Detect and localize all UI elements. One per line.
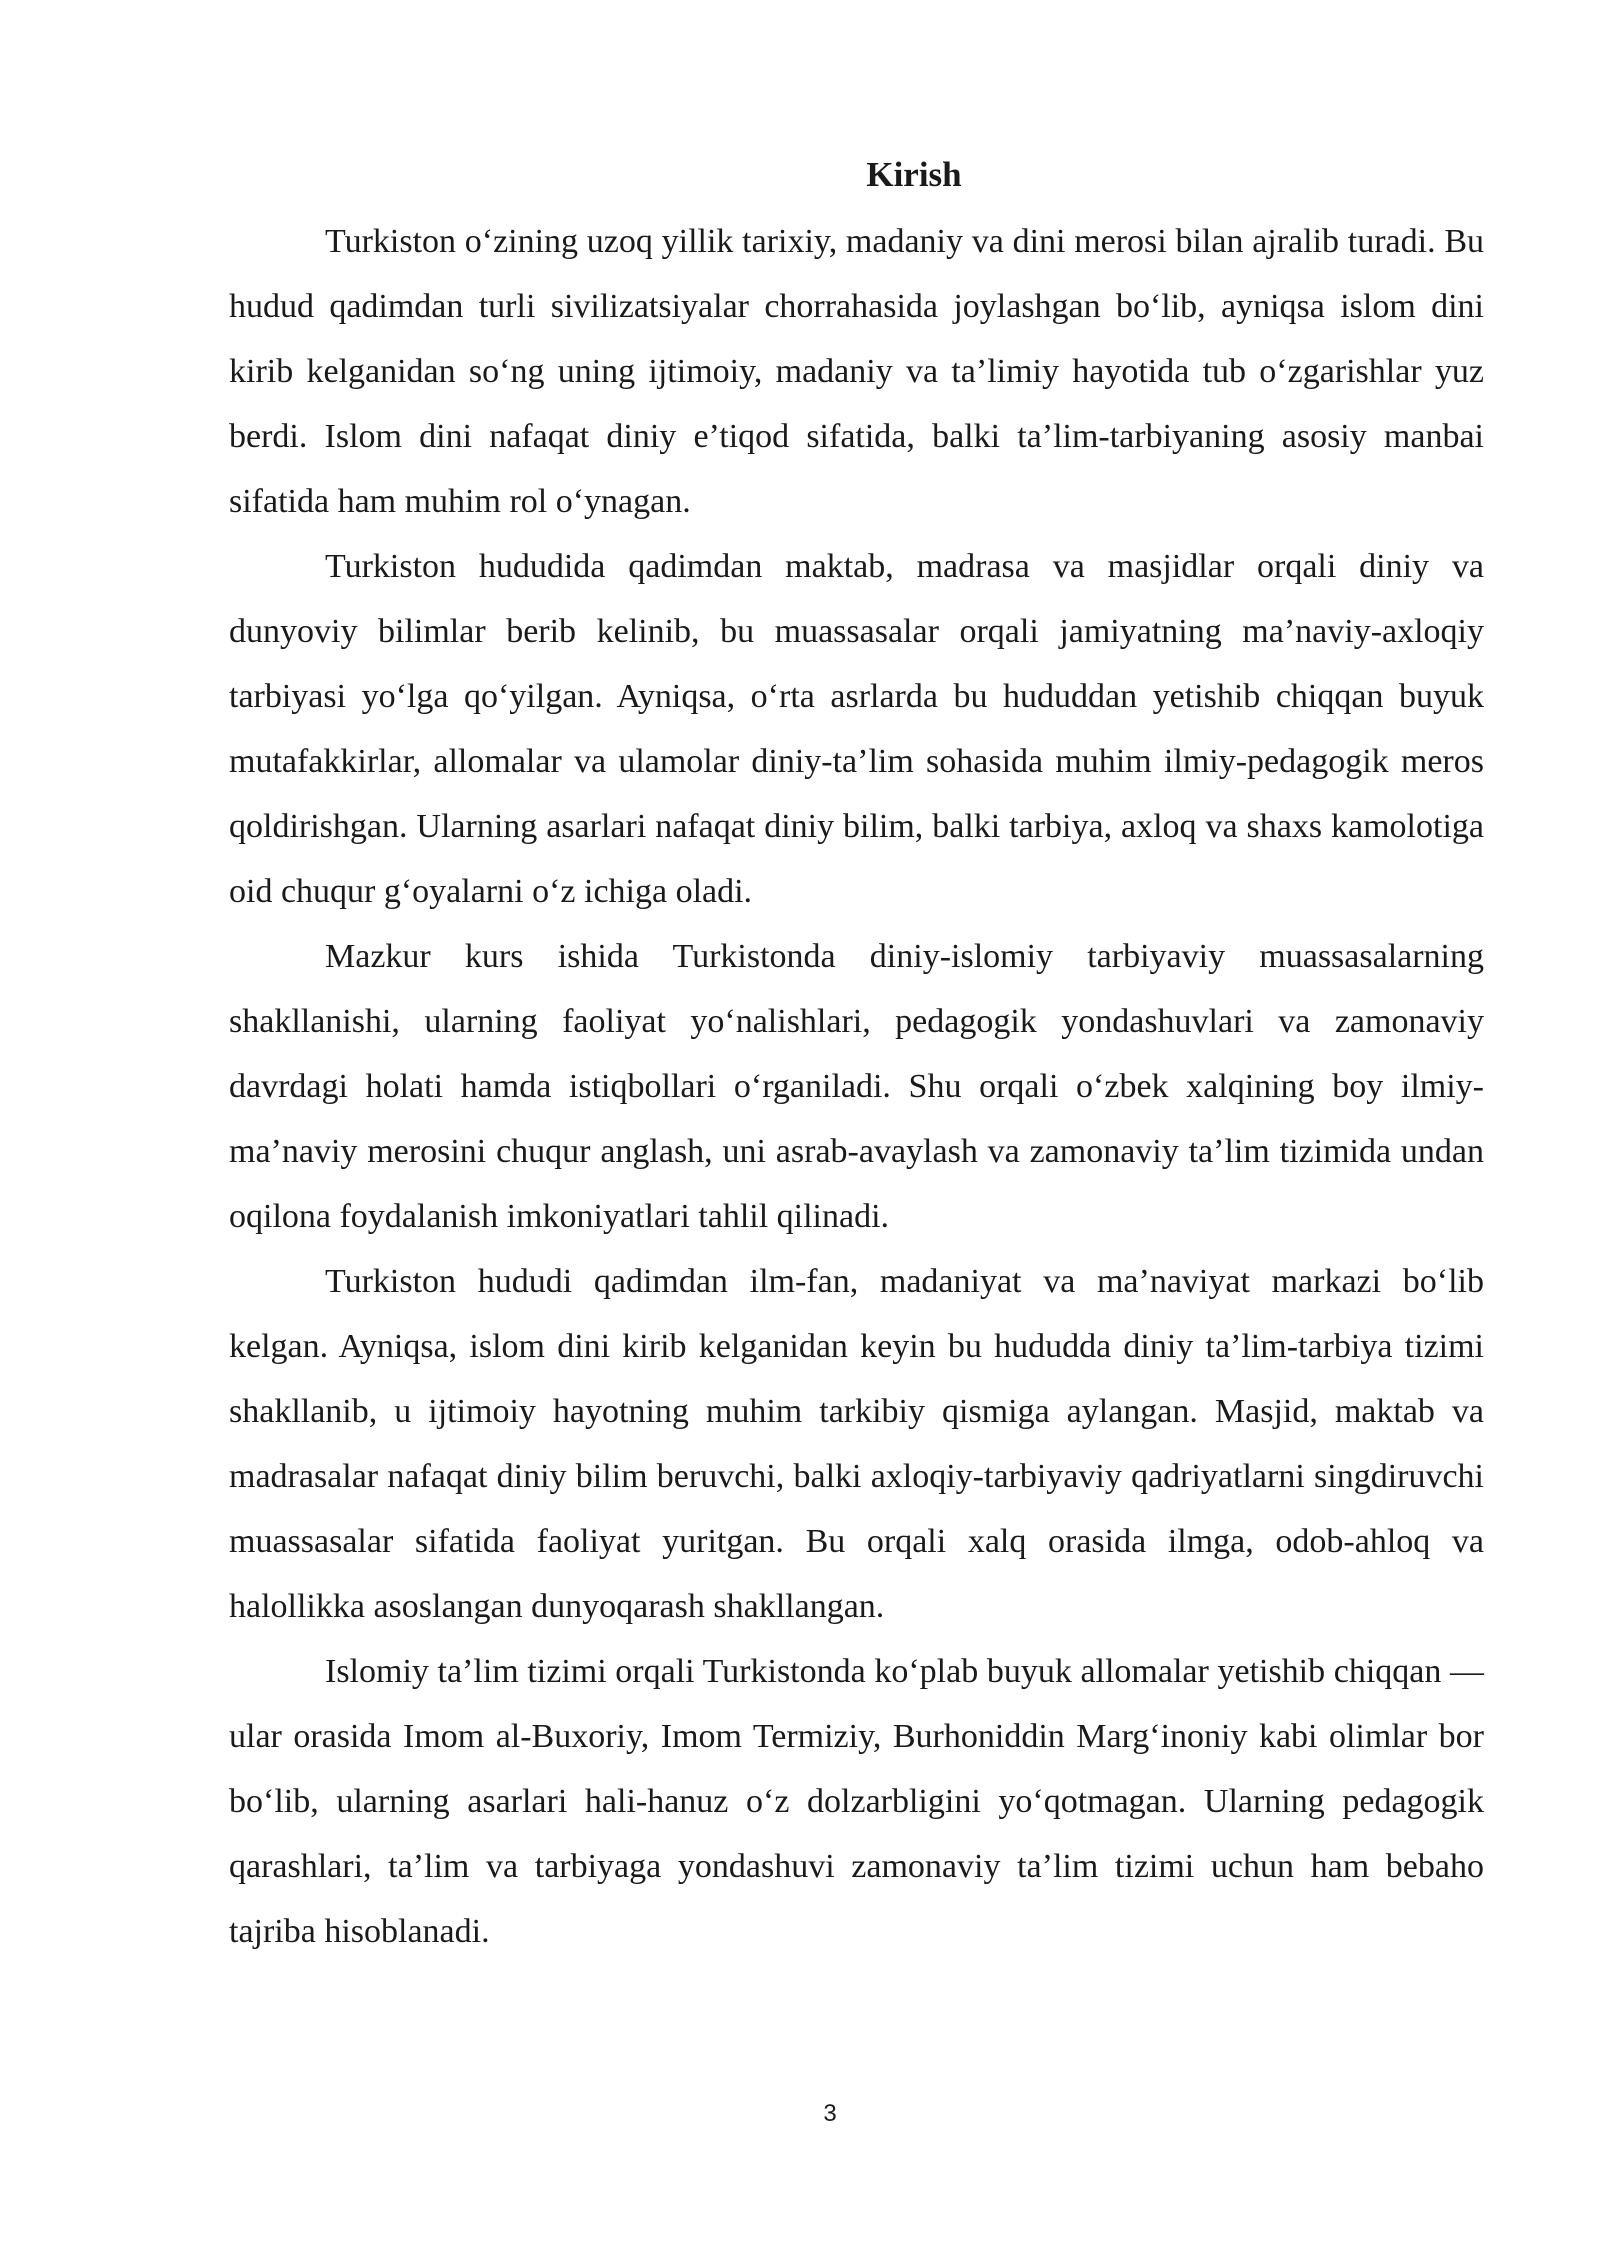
paragraph-3: Mazkur kurs ishida Turkistonda diniy-islomiy tarbiyaviy muassasalarning shakllanishi, ularning faoliyat yo‘nalishlari, pedagogik yondashuvlari va zamonaviy davrdagi holati hamda istiqbollari o‘rganiladi. Shu orqali o‘zbek xalqining boy ilmiy-ma’naviy merosini chuqur anglash, uni asrab-avaylash va zamonaviy ta’lim tizimida undan oqilona foydalanish imkoniyatlari tahlil qilinadi.: [229, 938, 1484, 1235]
page-content: [229, 148, 1484, 1964]
paragraph-1: Turkiston o‘zining uzoq yillik tarixiy, madaniy va dini merosi bilan ajralib turadi. Bu hudud qadimdan turli sivilizatsiyalar chorrahasida joylashgan bo‘lib, ayniqsa islom dini kirib kelganidan so‘ng uning ijtimoiy, madaniy va ta’limiy hayotida tub o‘zgarishlar yuz berdi. Islom dini nafaqat diniy e’tiqod sifatida, balki ta’lim-tarbiyaning asosiy manbai sifatida ham muhim rol o‘ynagan.: [229, 223, 1484, 520]
paragraph-5: Islomiy ta’lim tizimi orqali Turkistonda ko‘plab buyuk allomalar yetishib chiqqan — ular orasida Imom al-Buxoriy, Imom Termiziy, Burhoniddin Marg‘inoniy kabi olimlar bor bo‘lib, ularning asarlari hali-hanuz o‘z dolzarbligini yo‘qotmagan. Ularning pedagogik qarashlari, ta’lim va tarbiyaga yondashuvi zamonaviy ta’lim tizimi uchun ham bebaho tajriba hisoblanadi.: [229, 1653, 1484, 1950]
paragraph-4: Turkiston hududi qadimdan ilm-fan, madaniyat va ma’naviyat markazi bo‘lib kelgan. Ayniqsa, islom dini kirib kelganidan keyin bu hududda diniy ta’lim-tarbiya tizimi shakllanib, u ijtimoiy hayotning muhim tarkibiy qismiga aylangan. Masjid, maktab va madrasalar nafaqat diniy bilim beruvchi, balki axloqiy-tarbiyaviy qadriyatlarni singdiruvchi muassasalar sifatida faoliyat yuritgan. Bu orqali xalq orasida ilmga, odob-ahloq va halollikka asoslangan dunyoqarash shakllangan.: [229, 1263, 1484, 1625]
page-number: 3: [823, 2100, 837, 2127]
paragraph-2: Turkiston hududida qadimdan maktab, madrasa va masjidlar orqali diniy va dunyoviy bilimlar berib kelinib, bu muassasalar orqali jamiyatning ma’naviy-axloqiy tarbiyasi yo‘lga qo‘yilgan. Ayniqsa, o‘rta asrlarda bu hududdan yetishib chiqqan buyuk mutafakkirlar, allomalar va ulamolar diniy-ta’lim sohasida muhim ilmiy-pedagogik meros qoldirishgan. Ularning asarlari nafaqat diniy bilim, balki tarbiya, axloq va shaxs kamolotiga oid chuqur g‘oyalarni o‘z ichiga oladi.: [229, 548, 1484, 910]
section-heading: Kirish: [866, 155, 962, 194]
